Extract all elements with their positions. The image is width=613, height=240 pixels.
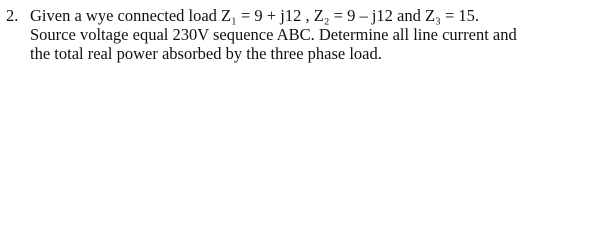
problem-statement — [6, 6, 610, 63]
problem-text — [30, 6, 610, 63]
problem-line-3: the total real power absorbed by the three phase load. — [30, 44, 382, 63]
problem-line-1: Given a wye connected load Z₁ = 9 + j12 , Z₂ = 9 – j12 and Z₃ = 15. — [30, 6, 480, 25]
problem-line-2: Source voltage equal 230V sequence ABC. Determine all line current and — [30, 25, 517, 44]
problem-number: 2. — [6, 6, 19, 25]
